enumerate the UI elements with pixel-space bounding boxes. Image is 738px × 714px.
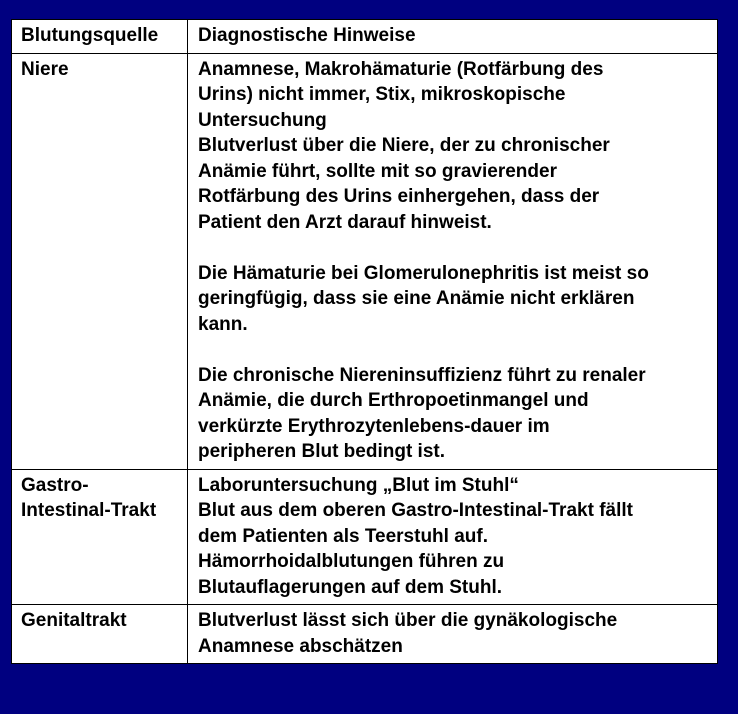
- source-label: Gastro- Intestinal-Trakt: [21, 474, 157, 521]
- hint-paragraph: Laboruntersuchung „Blut im Stuhl“ Blut aus dem oberen Gastro-Intestinal-Trakt fällt dem Patienten als Teerstuhl auf. Hämorrhoidalblutungen führen zu Blutauflagerungen auf dem Stuhl.: [198, 474, 633, 598]
- hinweise-table: [11, 19, 718, 664]
- source-label: Niere: [21, 58, 69, 80]
- header-blutungsquelle: Blutungsquelle: [12, 20, 188, 54]
- hints-cell: [188, 469, 718, 605]
- hints-cell: [188, 53, 718, 469]
- hint-paragraph: Die chronische Niereninsuffizienz führt zu renaler Anämie, die durch Erthropoetinmangel und verkürzte Erythrozytenlebens-dauer im peripheren Blut bedingt ist.: [198, 364, 646, 462]
- hint-paragraph: Blutverlust lässt sich über die gynäkologische Anamnese abschätzen: [198, 610, 618, 657]
- table-row-gastro: [12, 469, 718, 605]
- source-cell: [12, 605, 188, 664]
- hint-paragraph: Anamnese, Makrohämaturie (Rotfärbung des Urins) nicht immer, Stix, mikroskopische Untersuchung Blutverlust über die Niere, der zu chronischer Anämie führt, sollte mit so gravierender Rotfärbung des Urins einhergehen, dass der Patient den Arzt darauf hinweist.: [198, 58, 610, 233]
- hint-paragraph: Die Hämaturie bei Glomerulonephritis ist meist so geringfügig, dass sie eine Anämie nicht erklären kann.: [198, 262, 649, 335]
- table-row-niere: [12, 53, 718, 469]
- source-cell: [12, 53, 188, 469]
- source-cell: [12, 469, 188, 605]
- source-label: Genitaltrakt: [21, 610, 127, 631]
- table-row-genitaltrakt: [12, 605, 718, 664]
- header-diagnostische-hinweise: Diagnostische Hinweise: [188, 20, 718, 54]
- hints-cell: [188, 605, 718, 664]
- table-header-row: [12, 20, 718, 54]
